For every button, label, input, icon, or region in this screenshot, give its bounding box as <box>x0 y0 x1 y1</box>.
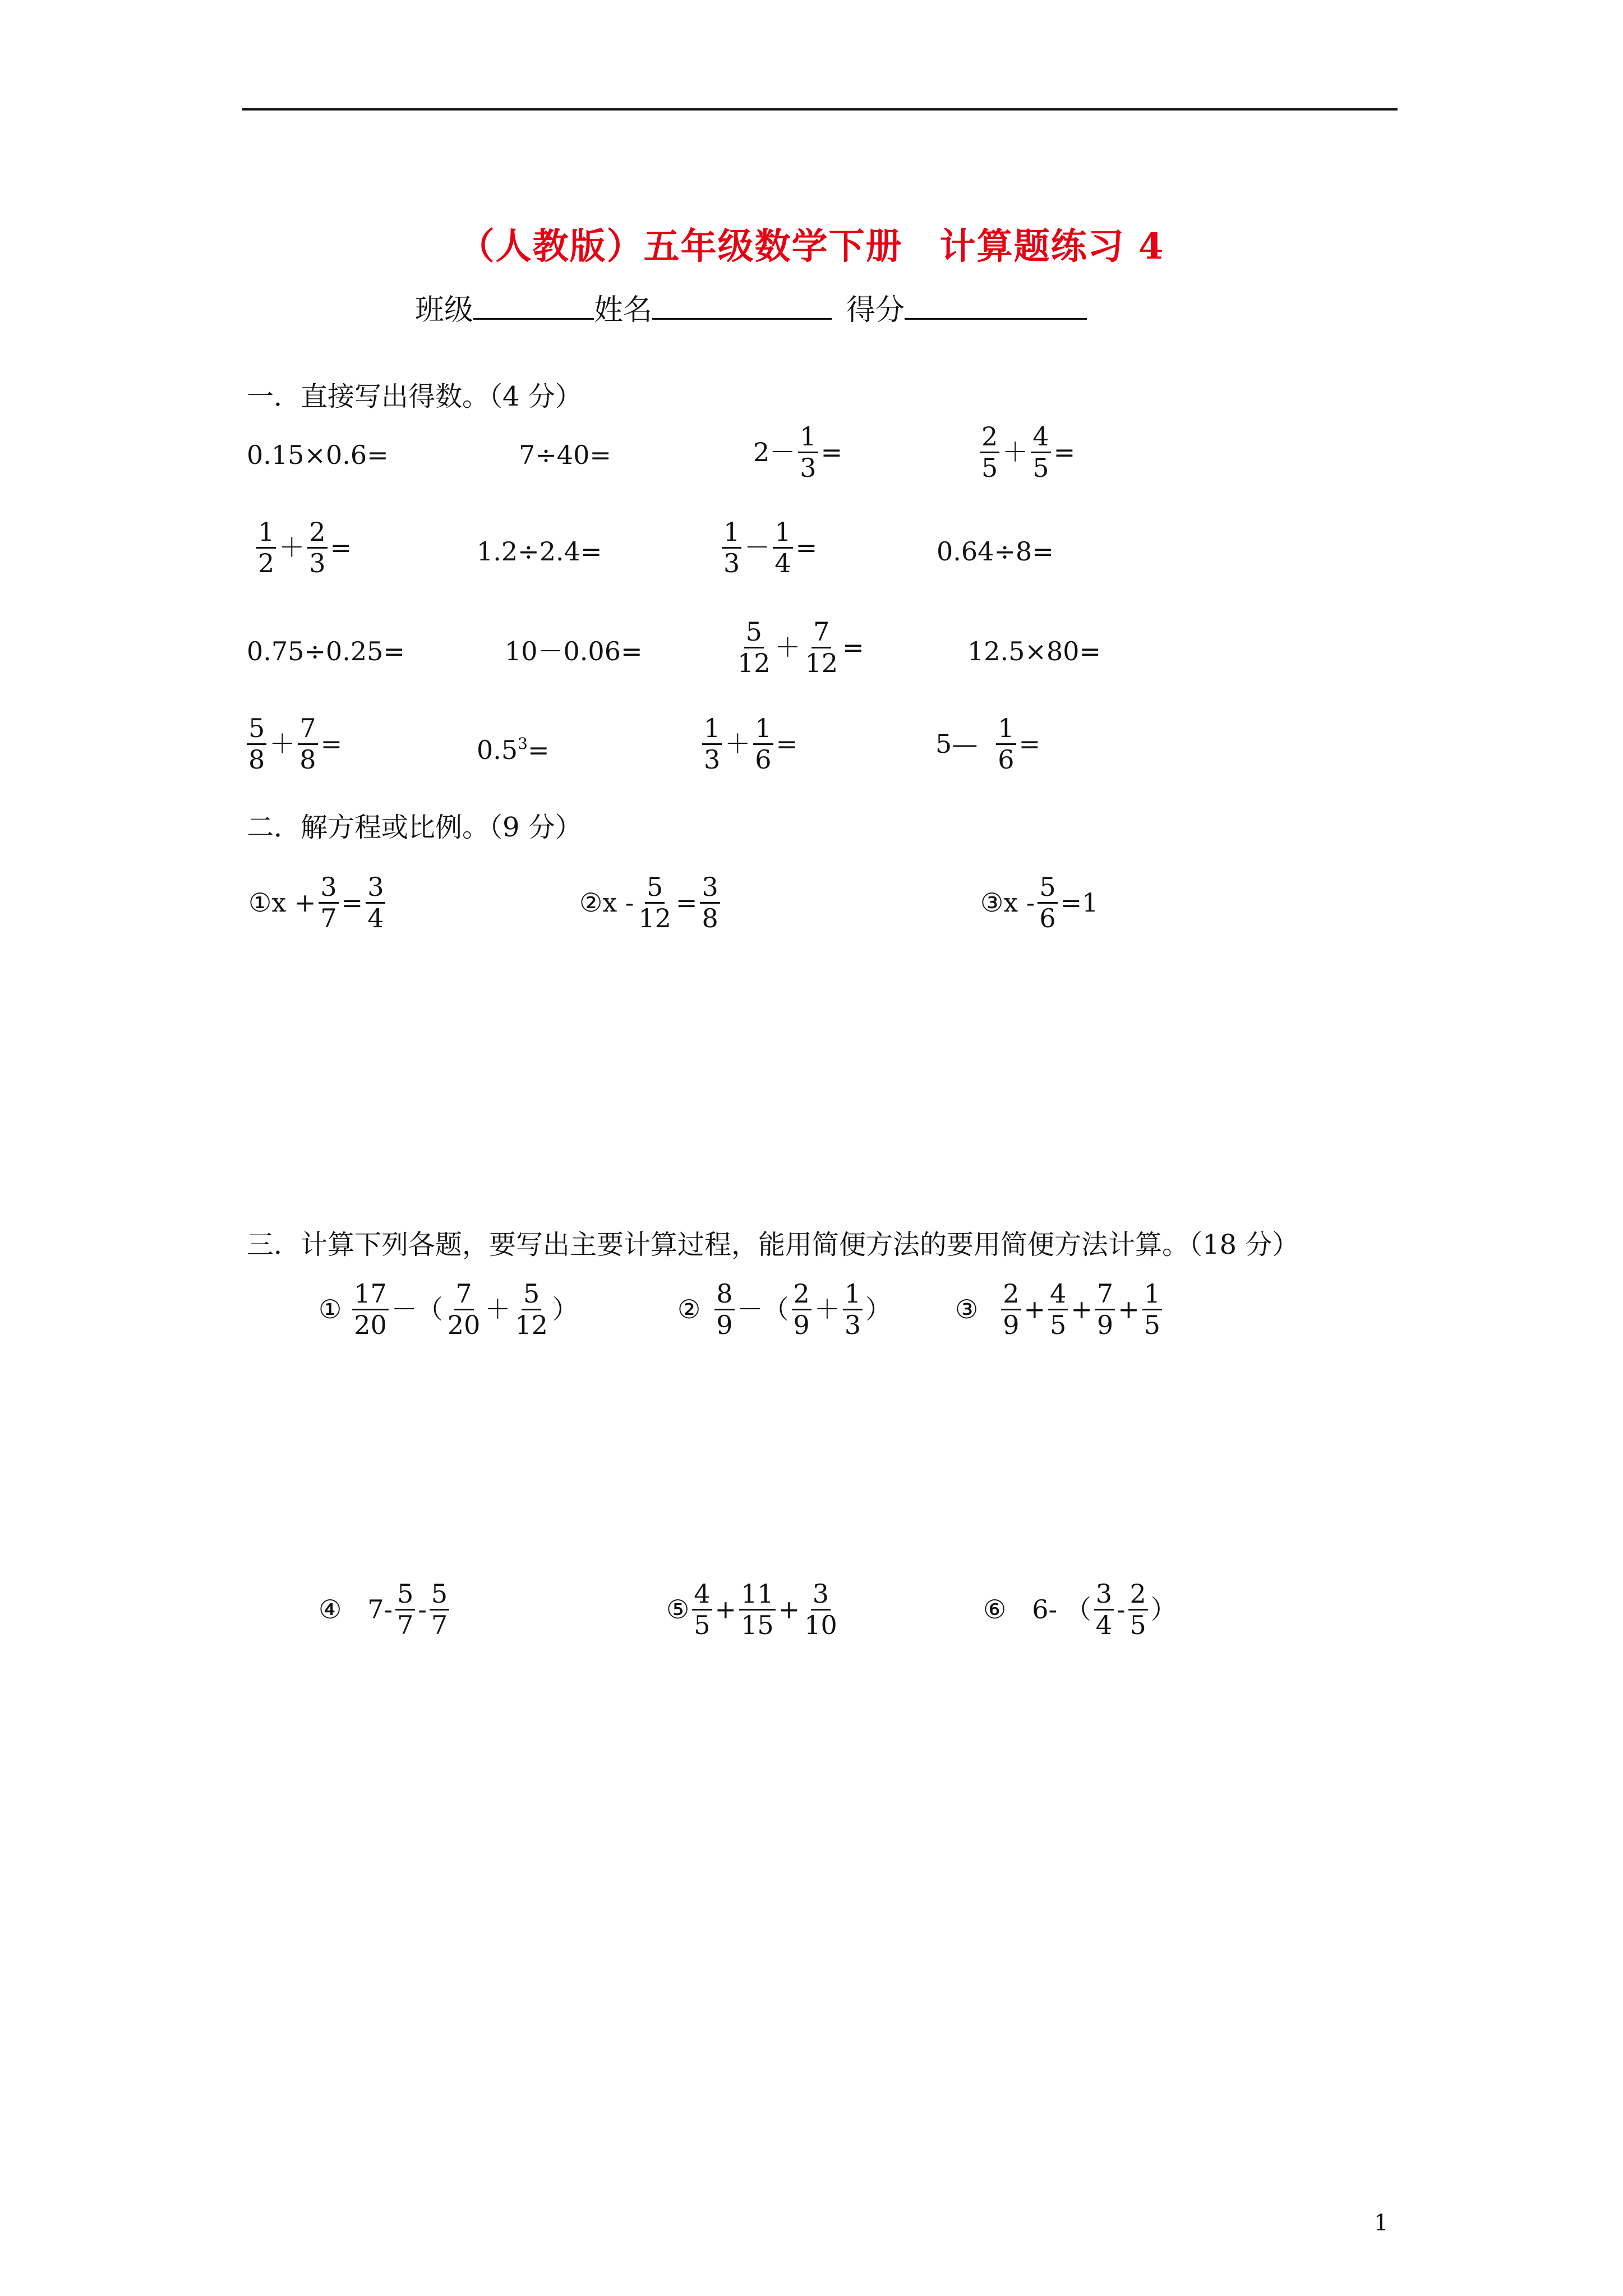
worksheet-title: （人教版）五年级数学下册 计算题练习 4 <box>458 226 1165 268</box>
q1-item-g: $\frac{1}{3}$ － $\frac{1}{4}$ = <box>721 517 819 578</box>
name-label: 姓名 <box>594 293 653 327</box>
q1-item-n: $0.5^3=$ <box>477 734 550 765</box>
q1-item-i: 0.75÷0.25= <box>247 636 405 666</box>
q1-item-e: $\frac{1}{2}$ ＋ $\frac{2}{3}$ = <box>255 517 353 578</box>
class-blank <box>473 290 594 320</box>
q1-item-c: 2－ $\frac{1}{3}$ = <box>753 421 843 483</box>
q3-item-5: ⑤ $\frac{4}{5}$ + $\frac{11}{15}$ + $\frac{3}{10}$ <box>666 1579 837 1640</box>
q1-item-k: $\frac{5}{12}$ ＋ $\frac{7}{12}$ = <box>737 616 864 678</box>
q3-item-6: ⑥ 6- （ $\frac{3}{4}$ - $\frac{2}{5}$ ） <box>983 1579 1177 1640</box>
q2-item-1: ①x + $\frac{3}{7}$ = $\frac{3}{4}$ <box>247 872 386 933</box>
q1-item-b: 7÷40= <box>519 440 611 470</box>
top-rule <box>242 108 1398 111</box>
q1-item-j: 10－0.06= <box>505 636 643 666</box>
q3-item-2: ② $\frac{8}{9}$ －（ $\frac{2}{9}$ ＋ $\frac{1}{3}$ ） <box>677 1278 892 1340</box>
student-info-line <box>415 286 1087 328</box>
score-blank <box>905 290 1087 320</box>
q1-item-l: 12.5×80= <box>967 636 1101 666</box>
q3-item-3: ③ $\frac{2}{9}$ + $\frac{4}{5}$ + $\frac{7}{9}$ + $\frac{1}{5}$ <box>953 1279 1163 1340</box>
q1-item-p: 5— $\frac{1}{6}$ = <box>935 713 1041 775</box>
q1-item-f: 1.2÷2.4= <box>477 536 602 567</box>
section-3-heading: 三．计算下列各题，要写出主要计算过程，能用简便方法的要用简便方法计算。（18 分） <box>247 1229 1299 1260</box>
section-2-heading: 二．解方程或比例。（9 分） <box>247 812 582 843</box>
section-1-heading: 一．直接写出得数。（4 分） <box>247 381 582 412</box>
q1-item-o: $\frac{1}{3}$ ＋ $\frac{1}{6}$ = <box>701 714 799 775</box>
q2-item-3: ③x - $\frac{5}{6}$ =1 <box>980 872 1099 933</box>
q1-item-h: 0.64÷8= <box>937 536 1054 567</box>
q1-item-d: $\frac{2}{5}$ ＋ $\frac{4}{5}$ = <box>979 422 1077 483</box>
class-label: 班级 <box>415 293 474 327</box>
q2-item-2: ②x - $\frac{5}{12}$ = $\frac{3}{8}$ <box>578 872 721 933</box>
q3-item-4: ④ 7- $\frac{5}{7}$ - $\frac{5}{7}$ <box>317 1579 450 1640</box>
name-blank <box>652 290 832 320</box>
q1-item-m: $\frac{5}{8}$ ＋ $\frac{7}{8}$ = <box>246 714 344 775</box>
page-number: 1 <box>1374 2210 1389 2236</box>
q3-item-1: ① $\frac{17}{20}$ －（ $\frac{7}{20}$ ＋ $\frac{5}{12}$ ） <box>319 1278 578 1340</box>
score-label: 得分 <box>846 293 905 327</box>
q1-item-a: 0.15×0.6= <box>247 440 389 470</box>
